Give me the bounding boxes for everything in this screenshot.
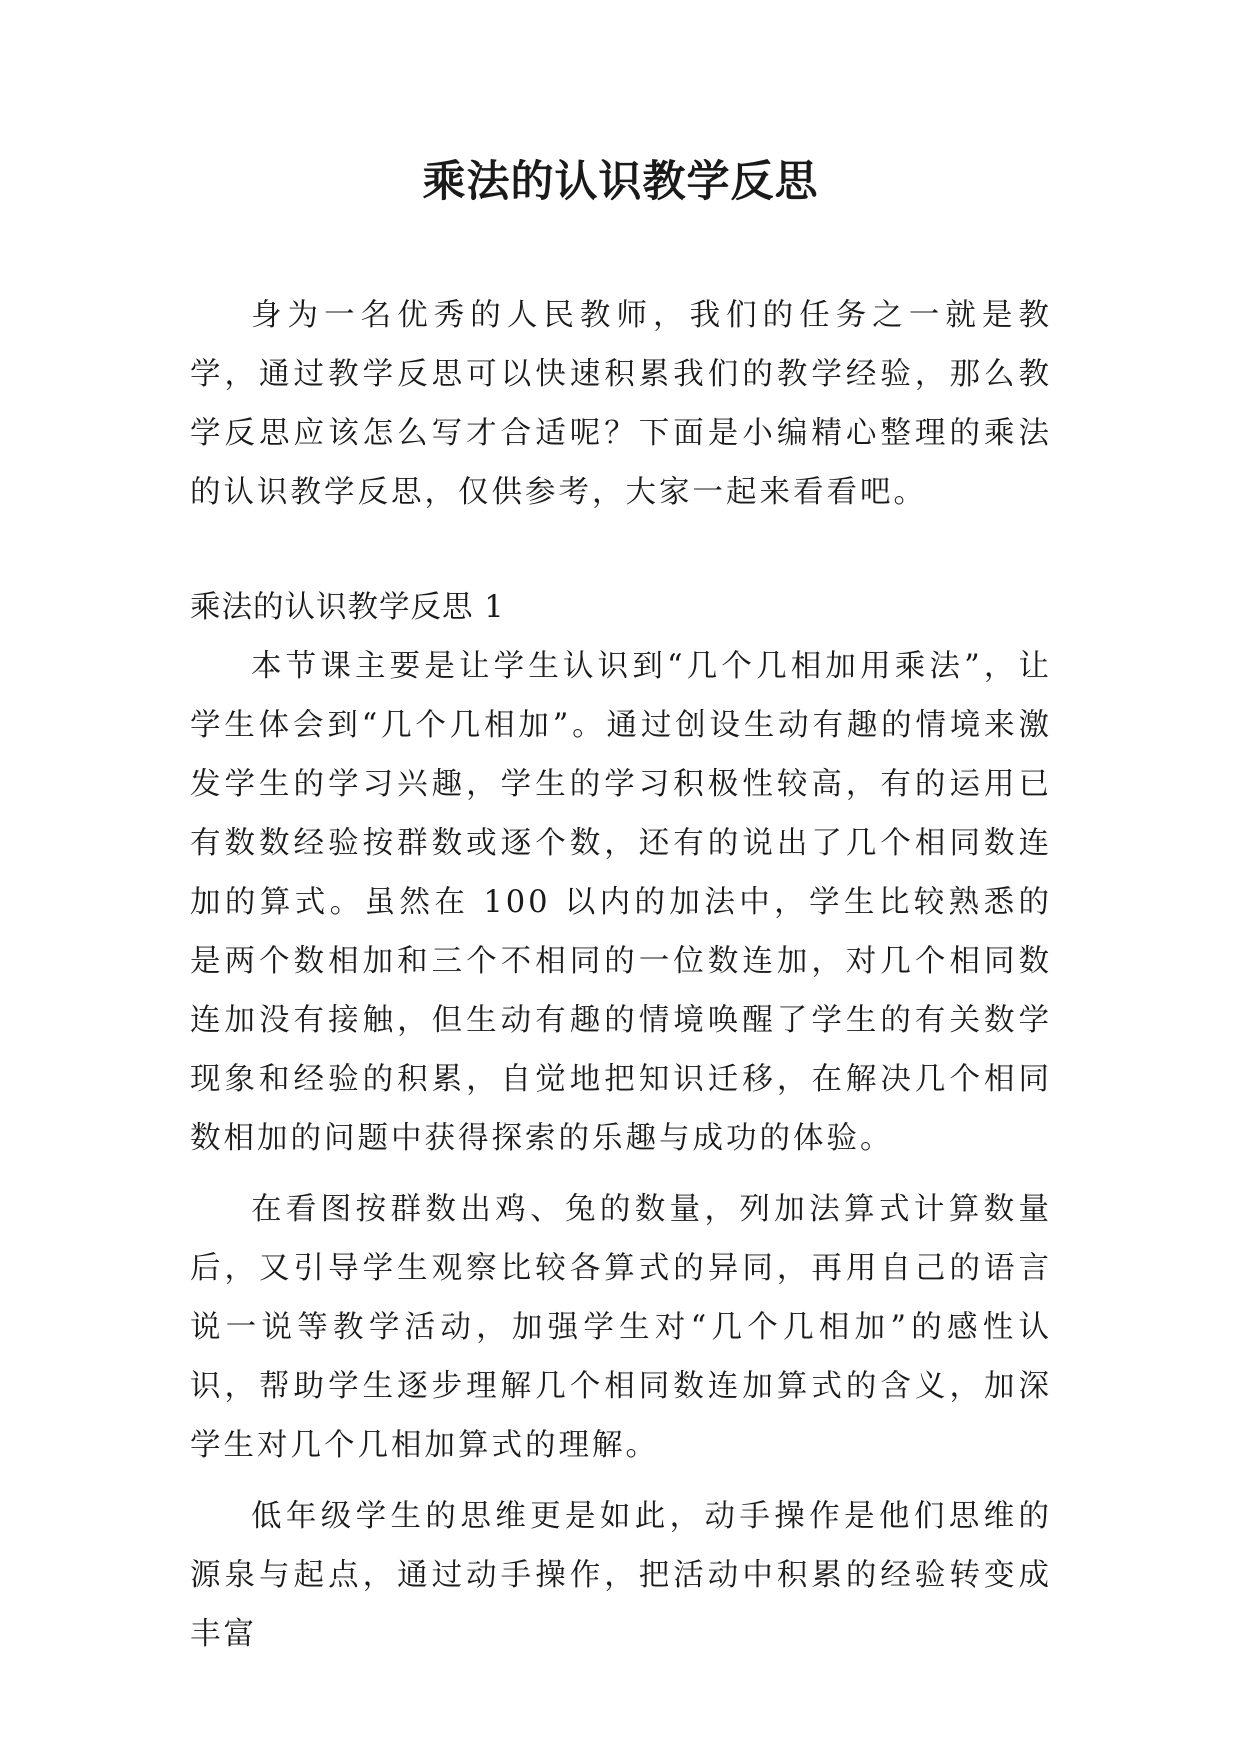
intro-block <box>190 286 1052 522</box>
section-heading: 乘法的认识教学反思 1 <box>190 590 505 625</box>
paragraph: 低年级学生的思维更是如此，动手操作是他们思维的源泉与起点，通过动手操作，把活动中积累的经验转变成丰富 <box>190 1499 1052 1652</box>
intro-paragraph: 身为一名优秀的人民教师，我们的任务之一就是教学，通过教学反思可以快速积累我们的教学经验，那么教学反思应该怎么写才合适呢？下面是小编精心整理的乘法的认识教学反思，仅供参考，大家一起来看看吧。 <box>190 298 1052 510</box>
section-body <box>190 637 1052 1676</box>
paragraph: 本节课主要是让学生认识到“几个几相加用乘法”，让学生体会到“几个几相加”。通过创设生动有趣的情境来激发学生的学习兴趣，学生的学习积极性较高，有的运用已有数数经验按群数或逐个数，还有的说出了几个相同数连加的算式。虽然在 100 以内的加法中，学生比较熟悉的是两个数相加和三个不相同的一位数连加，对几个相同数连加没有接触，但生动有趣的情境唤醒了学生的有关数学现象和经验的积累，自觉地把知识迁移，在解决几个相同数相加的问题中获得探索的乐趣与成功的体验。 <box>190 649 1052 1156</box>
document-title: 乘法的认识教学反思 <box>422 157 819 207</box>
paragraph: 在看图按群数出鸡、兔的数量，列加法算式计算数量后，又引导学生观察比较各算式的异同，再用自己的语言说一说等教学活动，加强学生对“几个几相加”的感性认识，帮助学生逐步理解几个相同数连加算式的含义，加深学生对几个几相加算式的理解。 <box>190 1192 1052 1463</box>
